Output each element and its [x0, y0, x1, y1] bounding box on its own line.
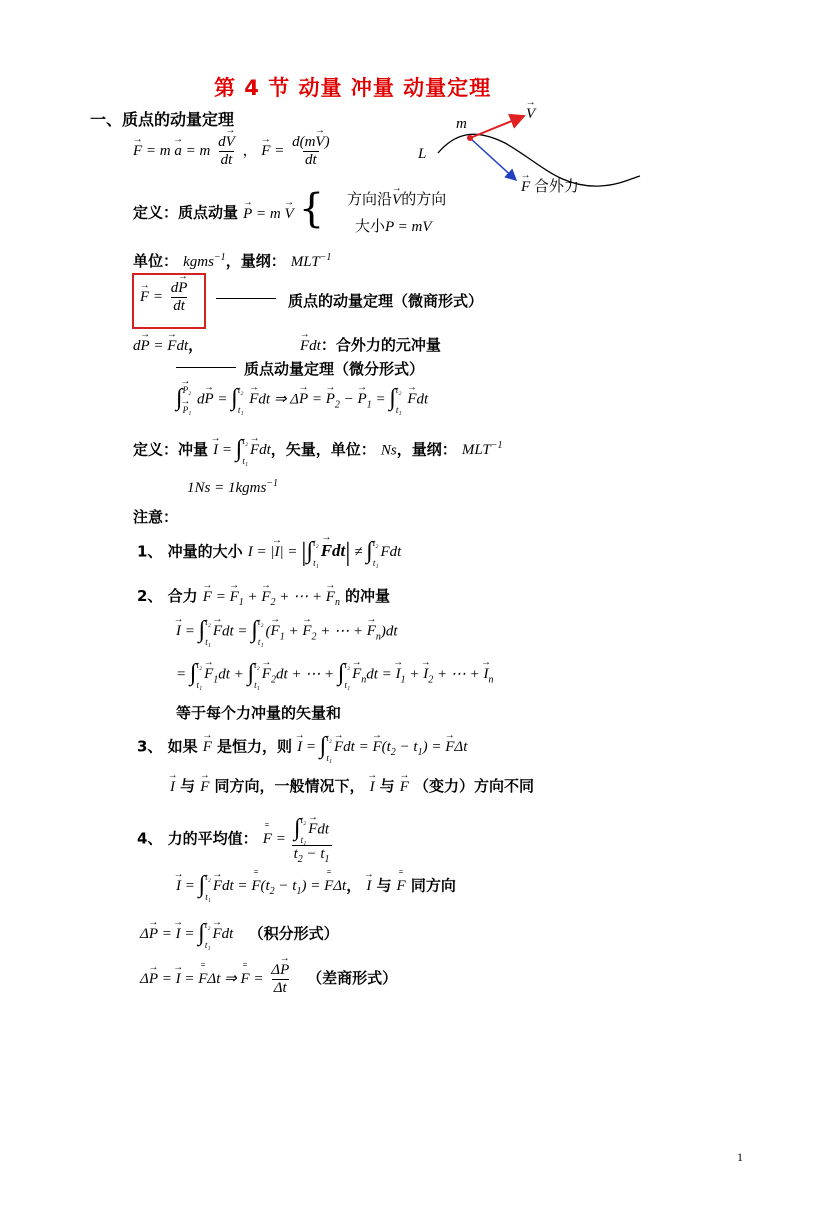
- same-direction-note: → I 与 → F 同方向，一般情况下， → I 与 → F （变力）方向不同: [170, 775, 534, 796]
- note-3: 3、 如果 → F 是恒力，则 → I = ∫ t₂ t₁ → Fdt = → $F(t_2 - t_1)$ = → FΔt: [137, 733, 467, 763]
- dash-line-1: [216, 298, 276, 299]
- section-heading: 一、质点的动量定理: [90, 110, 235, 129]
- impulse-definition: 定义：冲量 → I = ∫ t₂ t₁ → Fdt，矢量，单位： Ns，量纲： $MLT^{-1}$: [133, 436, 503, 466]
- eq-dP: d→ P = → Fdt，: [133, 334, 203, 355]
- dash-line-2: [176, 367, 236, 368]
- unit-line: 单位： kgms$^{-1}$，量纲： $MLT^{-1}$: [133, 252, 332, 270]
- force-arrow: [470, 138, 516, 180]
- force-label: → F 合外力: [521, 175, 579, 196]
- brace-magnitude: 大小P = mV: [355, 219, 432, 235]
- page-number: 1: [737, 1150, 743, 1164]
- brace-direction: 方向沿→ V的方向: [347, 188, 446, 209]
- velocity-label: → V: [526, 106, 535, 123]
- eq-difference-quotient-form: Δ→ P = → I = = FΔt ⇒ = F = $\frac{\Delta\to P}{\Delta t}$ （差商形式）: [140, 962, 397, 997]
- eq-integral-form: Δ→ P = → I = ∫ t₂ t₁ → Fdt （积分形式）: [140, 920, 339, 950]
- eq-resultant-impulse-1: → I = ∫ t₂ t₁ → Fdt = ∫ t₂ t₁ (→ $F_1$ + → $F_2$ + ⋯ + → $F_n)dt$: [176, 617, 398, 647]
- page-title: 第 4 节 动量 冲量 动量定理: [214, 76, 492, 100]
- eq-newton: → F = m → a = m $\frac{d\to V}{dt}$ ， → F = $\frac{d(m\to V)}{dt}$: [133, 134, 334, 169]
- note-heading: 注意：: [133, 508, 179, 526]
- mass-point: [467, 135, 473, 141]
- unit-equivalence: 1Ns = 1kgms$^{-1}$: [187, 478, 279, 496]
- theorem-differential: 质点动量定理（微分形式）: [244, 360, 425, 378]
- sum-note: 等于每个力冲量的矢量和: [176, 704, 342, 722]
- note-2: 2、 合力 → F = → $F_1$ + → $F_2$ + ⋯ + → $F_n$ 的冲量: [137, 585, 390, 608]
- note-4: 4、 力的平均值： = F = ∫ t₂ t₁ → Fdt $t_2 - t_1$: [137, 815, 334, 865]
- curve-label: L: [418, 146, 427, 162]
- note-1: 1、 冲量的大小 I = |→ I| = |∫ t₂ t₁ → Fdt| ≠ ∫ t₂ t₁ Fdt: [137, 538, 401, 568]
- eq-average-force: → I = ∫ t₂ t₁ → Fdt = = $F(t_2 - t_1)$ = = FΔt， → I 与 = F 同方向: [176, 872, 456, 902]
- theorem-diff-quotient: 质点的动量定理（微商形式）: [288, 292, 484, 310]
- velocity-arrow: [470, 116, 524, 138]
- mass-label: m: [456, 116, 467, 132]
- eq-boxed: → F = $\frac{d\to P}{dt}$: [140, 280, 191, 315]
- eq-integral-relation: ∫ → P₂ → P₁ d→ P = ∫ t₂ t₁ → Fdt ⇒ Δ→ P = → $P_2$ − → $P_1$ = ∫ t₂ t₁ → Fdt: [176, 385, 428, 415]
- eq-resultant-impulse-2: = ∫ t₂ t₁ → $F_1dt$ + ∫ t₂ t₁ → $F_2dt$ + ⋯ + ∫ t₂ t₁ → $F_ndt$ = → $I_1$ + → $I_2$ + ⋯ + → $I_n$: [176, 660, 493, 690]
- element-impulse: → Fdt：合外力的元冲量: [300, 334, 441, 355]
- momentum-definition: 定义：质点动量 → P = m → V {: [133, 190, 324, 236]
